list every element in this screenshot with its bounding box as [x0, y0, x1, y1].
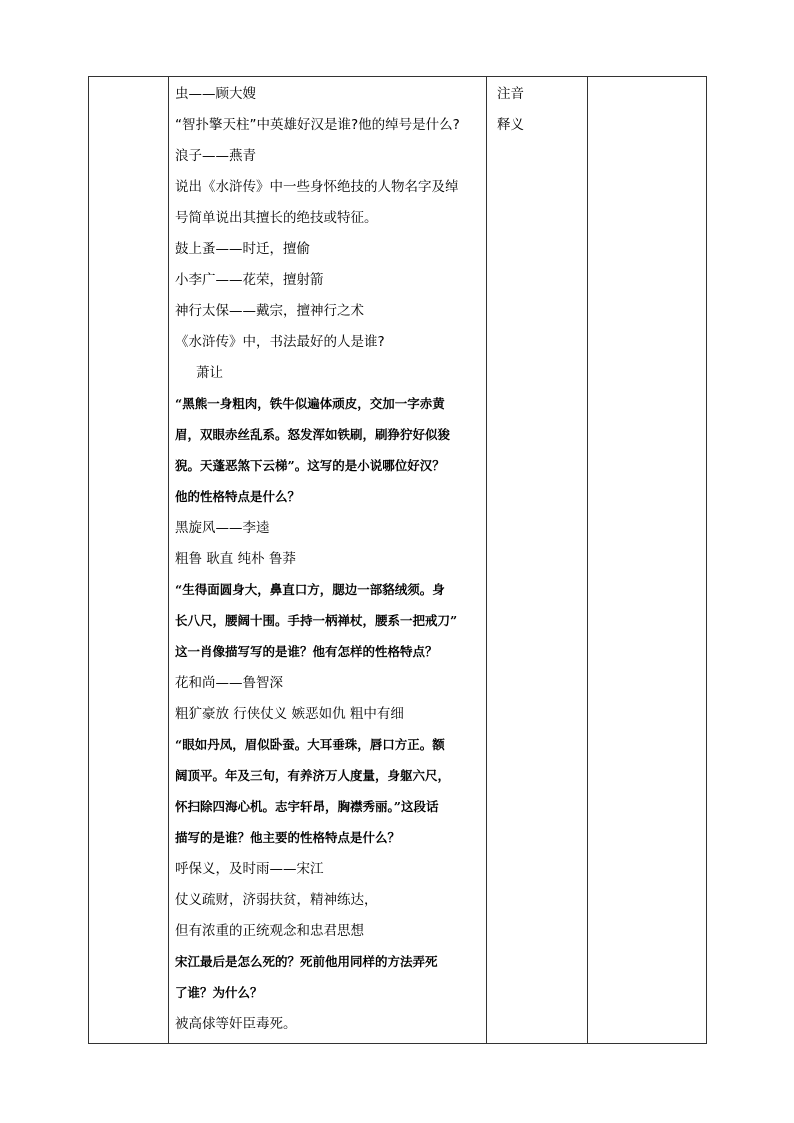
content-line: 眉，双眼赤丝乱系。怒发浑如铁刷，刷狰狞好似狻 — [175, 427, 451, 442]
content-line: 长八尺，腰阔十围。手持一柄禅杖，腰系一把戒刀” — [175, 613, 458, 628]
lesson-table — [88, 76, 707, 1044]
note-definition: 释义 — [497, 117, 524, 133]
content-line: 浪子——燕青 — [175, 148, 256, 164]
content-line: 这一肖像描写写的是谁？他有怎样的性格特点？ — [175, 644, 438, 659]
content-line: 号简单说出其擅长的绝技或特征。 — [175, 210, 378, 226]
content-line: 粗鲁 耿直 纯朴 鲁莽 — [175, 551, 296, 567]
content-line: 猊。天蓬恶煞下云梯”。这写的是小说哪位好汉？ — [175, 458, 445, 473]
content-line: 鼓上蚤——时迁，擅偷 — [175, 241, 310, 257]
content-line: “眼如丹凤，眉似卧蚕。大耳垂珠，唇口方正。额 — [175, 737, 445, 752]
column-divider-2 — [486, 77, 487, 1043]
content-line: “智扑擎天柱”中英雄好汉是谁?他的绰号是什么? — [175, 117, 460, 133]
content-line: 阔顶平。年及三旬，有养济万人度量，身躯六尺， — [175, 768, 451, 783]
content-line: 但有浓重的正统观念和忠君思想 — [175, 923, 364, 939]
note-pronunciation: 注音 — [497, 86, 524, 102]
content-line: 《水浒传》中，书法最好的人是谁? — [175, 334, 385, 350]
content-line: 花和尚——鲁智深 — [175, 675, 283, 691]
content-line: 虫——顾大嫂 — [175, 86, 256, 102]
column-divider-1 — [168, 77, 169, 1043]
content-line: 他的性格特点是什么？ — [175, 489, 301, 504]
content-line: “黑熊一身粗肉，铁牛似遍体顽皮，交加一字赤黄 — [175, 396, 445, 411]
content-line: 粗犷豪放 行侠仗义 嫉恶如仇 粗中有细 — [175, 706, 404, 722]
content-line: 呼保义，及时雨——宋江 — [175, 861, 324, 877]
content-line: 说出《水浒传》中一些身怀绝技的人物名字及绰 — [175, 179, 459, 195]
content-line: 萧让 — [196, 365, 223, 381]
content-line: “生得面圆身大，鼻直口方，腮边一部貉绒须。身 — [175, 582, 445, 597]
content-line: 黑旋风——李逵 — [175, 520, 270, 536]
content-line: 宋江最后是怎么死的？死前他用同样的方法弄死 — [175, 954, 438, 969]
content-line: 怀扫除四海心机。志宇轩昂，胸襟秀丽。”这段话 — [175, 799, 439, 814]
content-line: 被高俅等奸臣毒死。 — [175, 1016, 297, 1032]
content-line: 神行太保——戴宗，擅神行之术 — [175, 303, 364, 319]
content-line: 小李广——花荣，擅射箭 — [175, 272, 324, 288]
column-divider-3 — [587, 77, 588, 1043]
content-line: 仗义疏财，济弱扶贫，精神练达， — [175, 892, 378, 908]
content-line: 了谁？为什么？ — [175, 985, 263, 1000]
content-line: 描写的是谁？他主要的性格特点是什么？ — [175, 830, 401, 845]
